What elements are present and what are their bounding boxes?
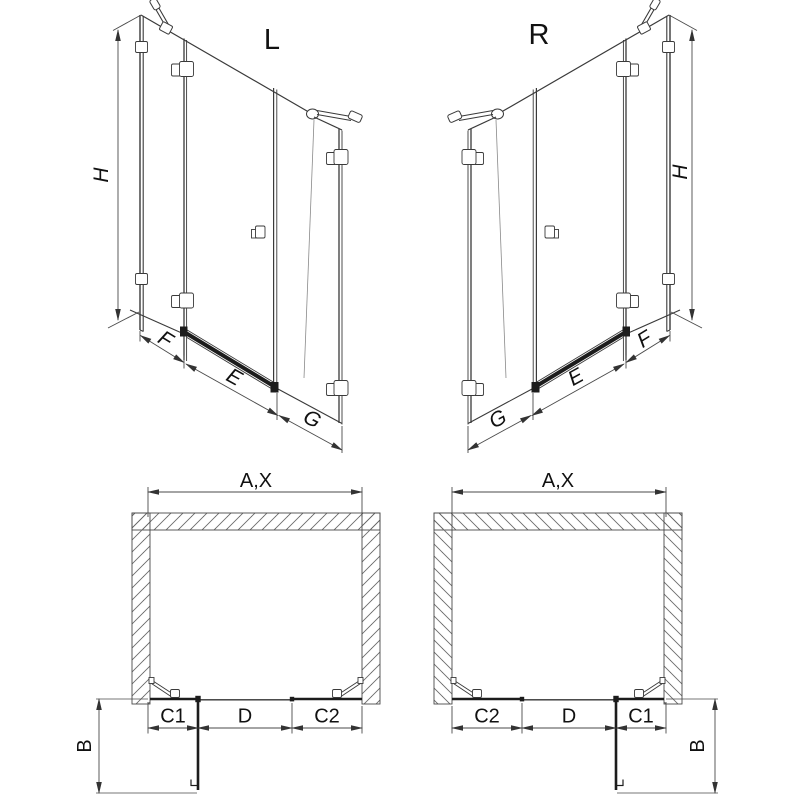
iso-view-right xyxy=(447,0,702,453)
dim-label-b-left: B xyxy=(74,739,96,753)
plan-right-geometry xyxy=(434,487,718,793)
dim-label-ax-left: A,X xyxy=(239,470,273,492)
iso-view-left xyxy=(90,0,363,453)
dim-label-c2-left: C2 xyxy=(314,705,340,728)
dim-label-e-right: E xyxy=(564,363,588,391)
plan-left-geometry xyxy=(96,487,380,793)
dim-label-g-right: G xyxy=(485,405,511,434)
dim-label-h-left: H xyxy=(90,167,113,183)
variant-label-left: L xyxy=(263,24,281,56)
dim-label-g-left: G xyxy=(299,405,325,434)
dim-label-d-left: D xyxy=(237,705,253,728)
dim-label-c2-right: C2 xyxy=(474,705,500,728)
variant-label-right: R xyxy=(528,19,550,51)
dim-label-ax-right: A,X xyxy=(541,470,575,492)
dim-label-f-left: F xyxy=(153,326,177,353)
dim-label-c1-right: C1 xyxy=(628,705,654,728)
dim-label-f-right: F xyxy=(633,326,657,353)
dim-label-c1-left: C1 xyxy=(160,705,186,728)
dim-label-d-right: D xyxy=(561,705,577,728)
plan-view-left xyxy=(74,470,380,793)
plan-view-right xyxy=(434,470,718,793)
dim-label-h-right: H xyxy=(669,164,692,180)
dim-label-b-right: B xyxy=(687,739,709,753)
dim-label-e-left: E xyxy=(222,363,246,391)
